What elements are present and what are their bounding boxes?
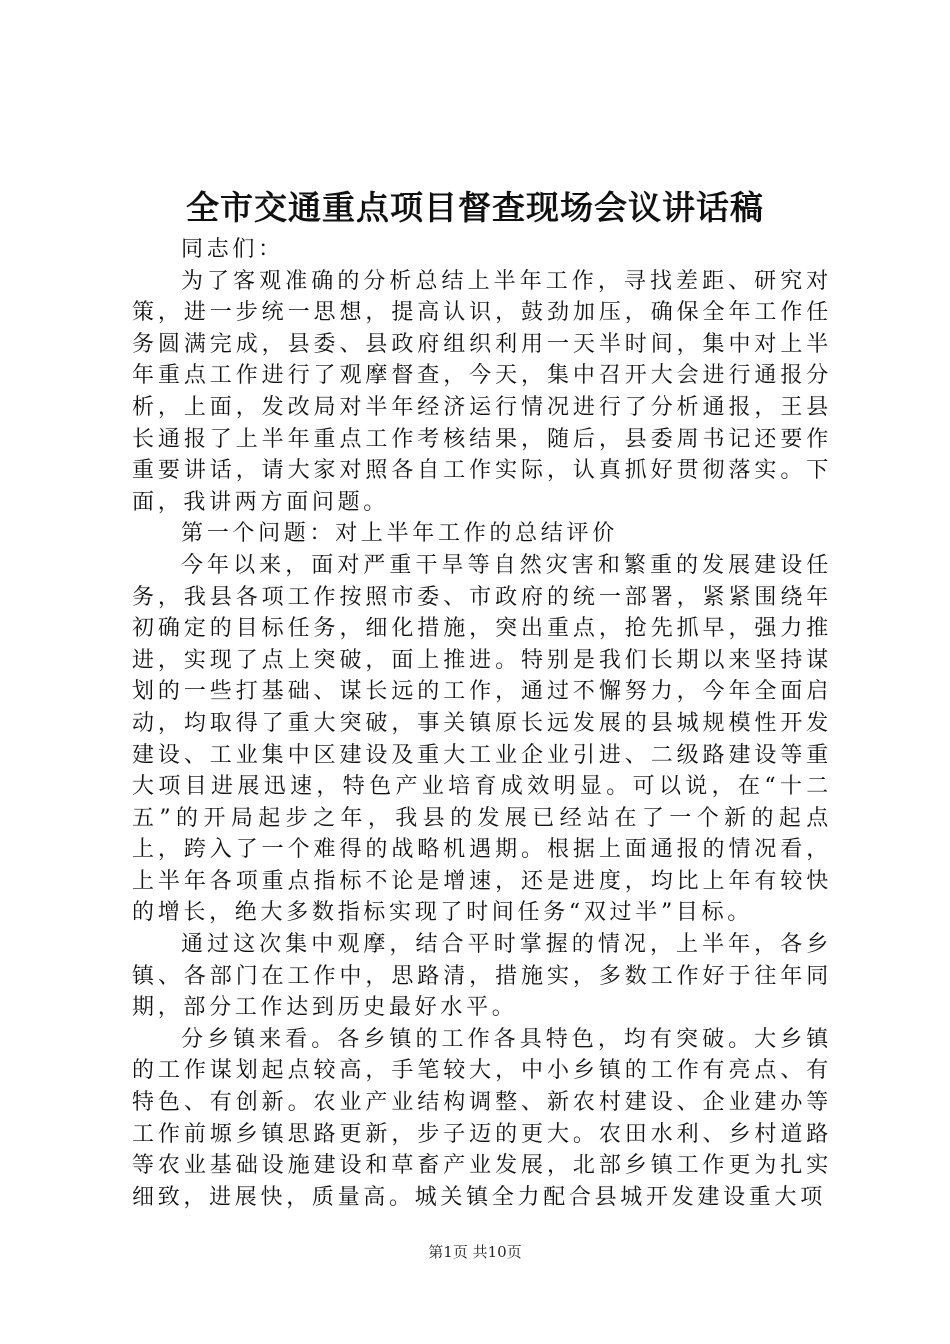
body-paragraph: 分乡镇来看。各乡镇的工作各具特色，均有突破。大乡镇的工作谋划起点较高，手笔较大，中小乡镇的工作有亮点、有特色、有创新。农业产业结构调整、新农村建设、企业建办等工作前塬乡镇思路更新，步子迈的更大。农田水利、乡村道路等农业基础设施建设和草畜产业发展，北部乡镇工作更为扎实细致，进展快，质量高。城关镇全力配合县城开发建设重大项 [132,1026,832,1210]
body-paragraph: 今年以来，面对严重干旱等自然灾害和繁重的发展建设任务，我县各项工作按照市委、市政府的统一部署，紧紧围绕年初确定的目标任务，细化措施，突出重点，抢先抓早，强力推进，实现了点上突破，面上推进。特别是我们长期以来坚持谋划的一些打基础、谋长远的工作，通过不懈努力，今年全面启动，均取得了重大突破，事关镇原长远发展的县城规模性开发建设、工业集中区建设及重大工业企业引进、二级路建设等重大项目进展迅速，特色产业培育成效明显。可以说，在“十二五”的开局起步之年，我县的发展已经站在了一个新的起点上，跨入了一个难得的战略机遇期。根据上面通报的情况看，上半年各项重点指标不论是增速，还是进度，均比上年有较快的增长，绝大多数指标实现了时间任务“双过半”目标。 [132,552,832,926]
document-body [132,234,832,1213]
salutation-paragraph: 同志们： [181,237,284,262]
document-title: 全市交通重点项目督查现场会议讲话稿 [186,188,764,227]
intro-paragraph: 为了客观准确的分析总结上半年工作，寻找差距、研究对策，进一步统一思想，提高认识，鼓劲加压，确保全年工作任务圆满完成，县委、县政府组织利用一天半时间，集中对上半年重点工作进行了观摩督查，今天，集中召开大会进行通报分析，上面，发改局对半年经济运行情况进行了分析通报，王县长通报了上半年重点工作考核结果，随后，县委周书记还要作重要讲话，请大家对照各自工作实际，认真抓好贯彻落实。下面，我讲两方面问题。 [132,268,832,515]
body-paragraph: 通过这次集中观摩，结合平时掌握的情况，上半年，各乡镇、各部门在工作中，思路清，措施实，多数工作好于往年同期，部分工作达到历史最好水平。 [132,932,832,1021]
page-footer: 第1页 共10页 [428,1243,522,1261]
section-heading: 第一个问题：对上半年工作的总结评价 [181,521,618,547]
